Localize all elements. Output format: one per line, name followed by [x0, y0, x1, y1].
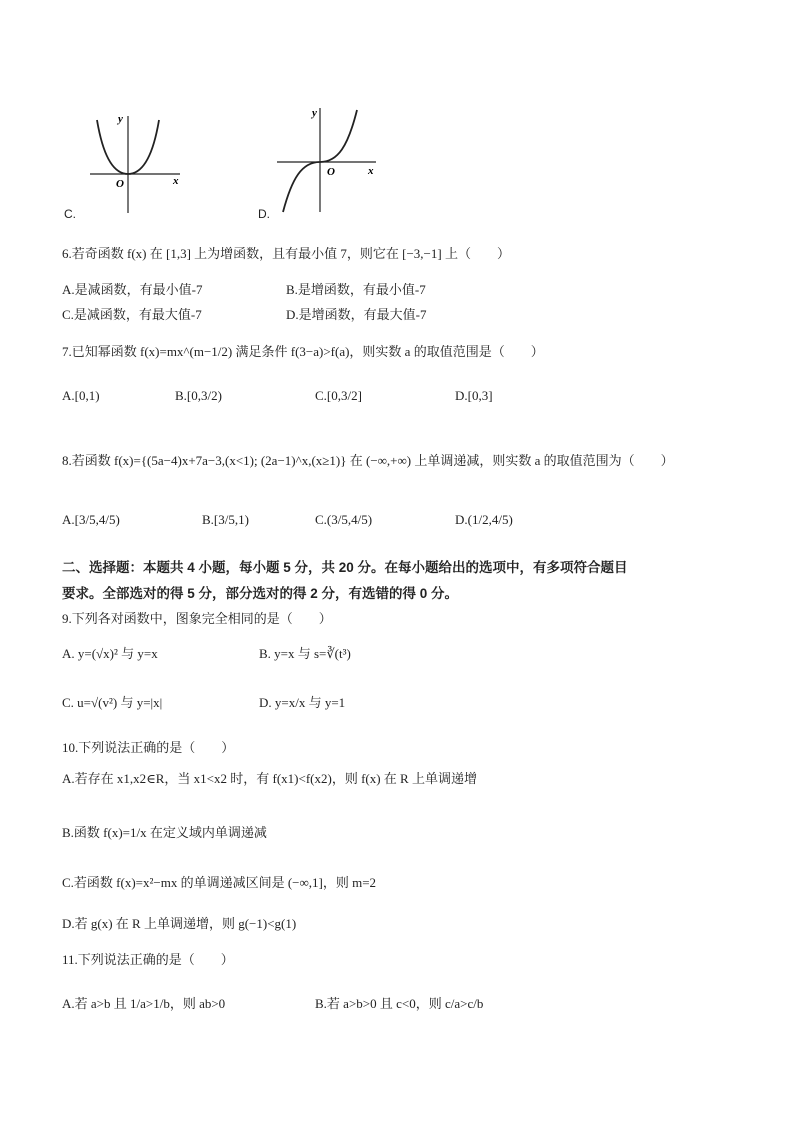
q10-stem: 10.下列说法正确的是（ ）: [62, 740, 235, 755]
q10-option-a: A.若存在 x1,x2∈R，当 x1<x2 时，有 f(x1)<f(x2)，则 f(x) 在 R 上单调递增: [62, 771, 477, 786]
y-axis-label: y: [312, 107, 317, 119]
graph-c: [80, 108, 190, 216]
y-axis-label: y: [118, 113, 123, 125]
q7-option-b: B.[0,3/2): [175, 388, 222, 403]
q6-option-d: D.是增函数，有最大值-7: [286, 307, 427, 322]
q7-option-a: A.[0,1): [62, 388, 100, 403]
q8-option-d: D.(1/2,4/5): [455, 512, 513, 527]
origin-label: O: [327, 166, 335, 178]
section-2-line2: 要求。全部选对的得 5 分，部分选对的得 2 分，有选错的得 0 分。: [62, 586, 459, 601]
graph-d: [272, 100, 382, 215]
graph-d-label: D.: [258, 207, 270, 221]
q10-option-d: D.若 g(x) 在 R 上单调递增，则 g(−1)<g(1): [62, 916, 297, 931]
graph-c-label: C.: [64, 207, 76, 221]
q8-stem: 8.若函数 f(x)={(5a−4)x+7a−3,(x<1); (2a−1)^x,(x≥1)} 在 (−∞,+∞) 上单调递减，则实数 a 的取值范围为（ ）: [62, 453, 674, 468]
q8-option-b: B.[3/5,1): [202, 512, 249, 527]
q11-stem: 11.下列说法正确的是（ ）: [62, 952, 234, 967]
origin-label: O: [116, 178, 124, 190]
q7-stem: 7.已知幂函数 f(x)=mx^(m−1/2) 满足条件 f(3−a)>f(a)，则实数 a 的取值范围是（ ）: [62, 344, 544, 359]
q10-option-c: C.若函数 f(x)=x²−mx 的单调递减区间是 (−∞,1]，则 m=2: [62, 875, 377, 890]
q9-option-b: B. y=x 与 s=∛(t³): [259, 646, 351, 661]
q7-option-c: C.[0,3/2]: [315, 388, 362, 403]
q9-option-d: D. y=x/x 与 y=1: [259, 695, 346, 710]
q6-stem: 6.若奇函数 f(x) 在 [1,3] 上为增函数，且有最小值 7，则它在 [−3,−1] 上（ ）: [62, 246, 510, 261]
section-2-line1: 二、选择题：本题共 4 小题，每小题 5 分，共 20 分。在每小题给出的选项中，有多项符合题目: [62, 560, 628, 575]
q6-option-a: A.是减函数，有最小值-7: [62, 282, 203, 297]
q10-option-b: B.函数 f(x)=1/x 在定义域内单调递减: [62, 825, 267, 840]
q8-option-c: C.(3/5,4/5): [315, 512, 373, 527]
q8-option-a: A.[3/5,4/5): [62, 512, 120, 527]
x-axis-label: x: [368, 165, 374, 177]
q9-stem: 9.下列各对函数中，图象完全相同的是（ ）: [62, 611, 332, 626]
q7-option-d: D.[0,3]: [455, 388, 493, 403]
q6-option-c: C.是减函数，有最大值-7: [62, 307, 202, 322]
q6-option-b: B.是增函数，有最小值-7: [286, 282, 426, 297]
q11-option-a: A.若 a>b 且 1/a>1/b，则 ab>0: [62, 996, 226, 1011]
x-axis-label: x: [173, 175, 179, 187]
q11-option-b: B.若 a>b>0 且 c<0，则 c/a>c/b: [315, 996, 484, 1011]
q9-option-c: C. u=√(v²) 与 y=|x|: [62, 695, 163, 710]
q9-option-a: A. y=(√x)² 与 y=x: [62, 646, 158, 661]
